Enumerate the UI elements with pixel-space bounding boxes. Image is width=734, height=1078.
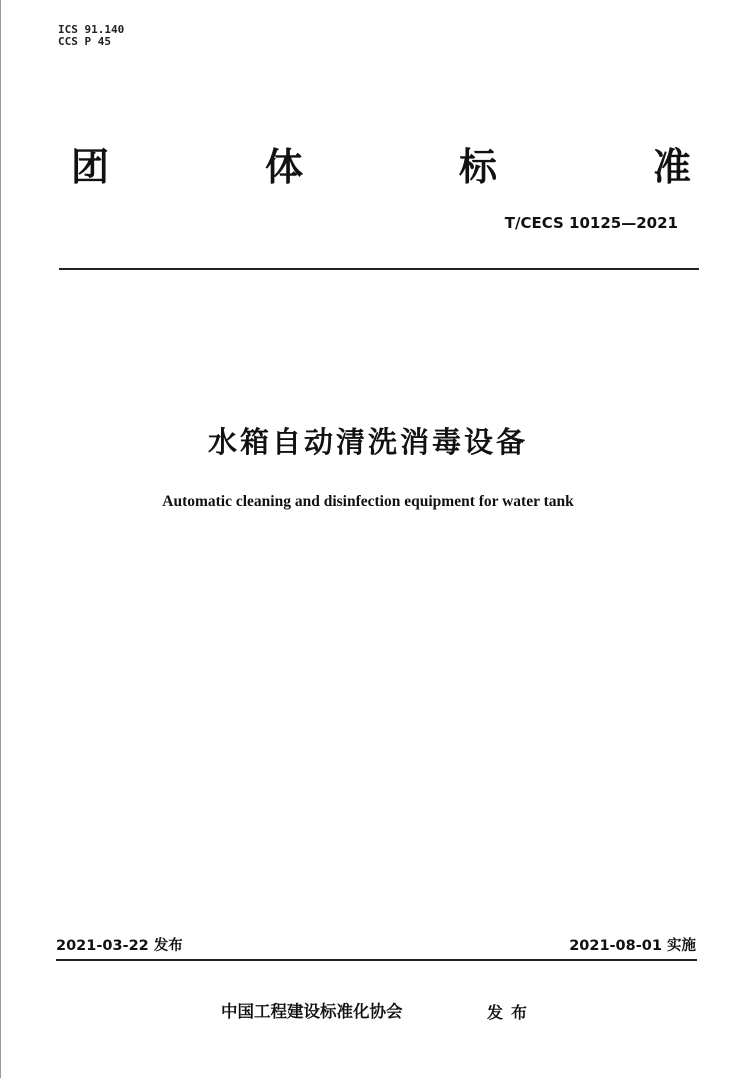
document-type-char-3: 标: [458, 145, 497, 189]
document-type-char-4: 准: [652, 145, 691, 189]
bottom-divider: [56, 959, 697, 961]
document-type-heading: [71, 136, 691, 191]
publisher-name: 中国工程建设标准化协会: [221, 1002, 403, 1021]
top-divider: [59, 268, 699, 270]
ics-code: ICS 91.140: [58, 23, 125, 36]
ccs-code: CCS P 45: [58, 35, 111, 48]
document-type-char-2: 体: [264, 145, 303, 189]
standard-number: T/CECS 10125—2021: [504, 214, 678, 232]
implementation-date: 2021-08-01 实施: [569, 938, 696, 954]
classification-codes: [58, 24, 124, 48]
publisher-action: 发布: [487, 1003, 536, 1022]
document-type-char-1: 团: [71, 145, 110, 189]
issue-date: 2021-03-22 发布: [56, 938, 183, 954]
title-english: Automatic cleaning and disinfection equipment for water tank: [162, 493, 574, 510]
title-chinese: 水箱自动清洗消毒设备: [207, 425, 528, 459]
